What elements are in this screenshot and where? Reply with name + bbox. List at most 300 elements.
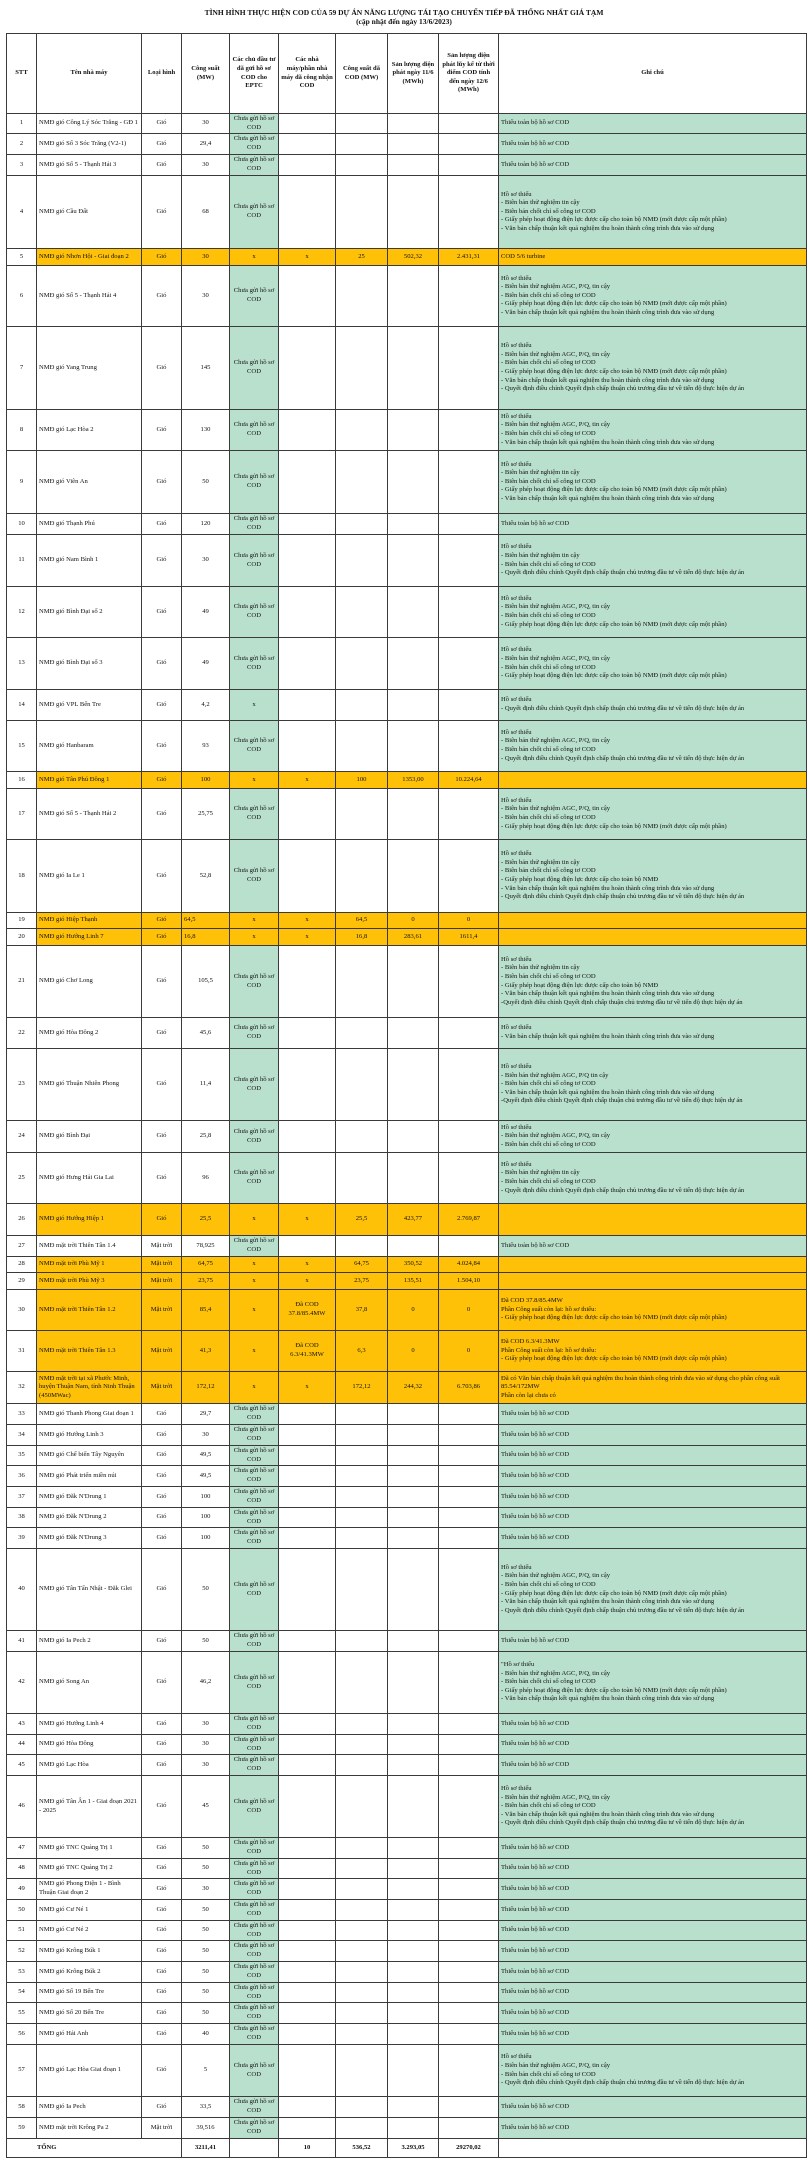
cell-plant-name: NMĐ gió Hưng Hải Gia Lai bbox=[37, 1153, 142, 1204]
cell-plant-name: NMĐ gió Thanh Phong Giai đoạn 1 bbox=[37, 1404, 142, 1425]
cell-stt: 43 bbox=[7, 1714, 37, 1735]
table-row bbox=[7, 155, 807, 176]
cell-eptc-submitted: x bbox=[230, 1331, 279, 1372]
table-row bbox=[7, 1859, 807, 1879]
cell-daily-generation: 135,51 bbox=[388, 1273, 439, 1290]
cell-cod-recognized bbox=[279, 2003, 336, 2024]
cell-eptc-submitted: Chưa gửi hồ sơ COD bbox=[230, 840, 279, 913]
cell-daily-generation bbox=[388, 1049, 439, 1121]
total-eptc bbox=[230, 2139, 279, 2158]
cell-plant-name: NMĐ gió Hướng Linh 4 bbox=[37, 1714, 142, 1735]
col-header-notes: Ghi chú bbox=[499, 34, 807, 114]
cell-type: Gió bbox=[142, 1983, 182, 2003]
cell-capacity: 96 bbox=[182, 1153, 230, 1204]
cell-plant-name: NMĐ gió Đăk N'Drung 3 bbox=[37, 1528, 142, 1549]
cell-stt: 25 bbox=[7, 1153, 37, 1204]
cell-eptc-submitted: Chưa gửi hồ sơ COD bbox=[230, 1018, 279, 1049]
cell-note: Hồ sơ thiếu - Biên bản thử nghiệm tin cậy - Biên bản chốt chỉ số công tơ COD - Giấy phép hoạt động điện lực được cấp cho toàn bộ NMĐ - Văn bản chấp thuận kết quả nghiệm thu hoàn thành công trình đưa vào sử dụng - Quyết định điều chỉnh Quyết định chấp thuận chủ trương đầu tư về tiến độ thực hiện dự án bbox=[499, 840, 807, 913]
cell-cumulative-generation bbox=[439, 1487, 499, 1508]
cell-cod-recognized: x bbox=[279, 249, 336, 266]
cell-cod-capacity bbox=[336, 1941, 388, 1962]
cell-plant-name: NMĐ gió Chế biến Tây Nguyên bbox=[37, 1446, 142, 1466]
cell-type: Gió bbox=[142, 1446, 182, 1466]
cell-daily-generation bbox=[388, 451, 439, 514]
cell-cumulative-generation bbox=[439, 2097, 499, 2118]
total-row bbox=[7, 2139, 807, 2158]
cell-note: Thiếu toàn bộ hồ sơ COD bbox=[499, 1404, 807, 1425]
cell-stt: 8 bbox=[7, 410, 37, 451]
cell-cod-recognized: x bbox=[279, 1273, 336, 1290]
cell-cod-recognized bbox=[279, 638, 336, 690]
cell-cod-recognized bbox=[279, 1466, 336, 1487]
total-daily-generation: 3.293,05 bbox=[388, 2139, 439, 2158]
cell-type: Gió bbox=[142, 1652, 182, 1714]
cell-daily-generation bbox=[388, 1528, 439, 1549]
cell-eptc-submitted: Chưa gửi hồ sơ COD bbox=[230, 1755, 279, 1776]
cell-cumulative-generation bbox=[439, 1018, 499, 1049]
cell-cod-recognized bbox=[279, 1921, 336, 1941]
table-row bbox=[7, 2045, 807, 2097]
cell-cod-recognized bbox=[279, 1735, 336, 1755]
col-header-daily-generation: Sản lượng điện phát ngày 11/6 (MWh) bbox=[388, 34, 439, 114]
cell-cumulative-generation bbox=[439, 1466, 499, 1487]
cell-cod-recognized bbox=[279, 840, 336, 913]
cell-plant-name: NMĐ gió Đăk N'Drung 1 bbox=[37, 1487, 142, 1508]
cell-cumulative-generation bbox=[439, 789, 499, 840]
cell-type: Gió bbox=[142, 1714, 182, 1735]
cell-type: Gió bbox=[142, 840, 182, 913]
cell-plant-name: NMĐ mặt trời Phù Mỹ 3 bbox=[37, 1273, 142, 1290]
table-row bbox=[7, 514, 807, 535]
cell-stt: 53 bbox=[7, 1962, 37, 1983]
cell-plant-name: NMĐ gió Lạc Hòa Giai đoạn 1 bbox=[37, 2045, 142, 2097]
cell-cumulative-generation bbox=[439, 535, 499, 587]
table-row bbox=[7, 1714, 807, 1735]
cell-type: Mặt trời bbox=[142, 1290, 182, 1331]
cell-stt: 14 bbox=[7, 690, 37, 721]
cell-cod-capacity bbox=[336, 2045, 388, 2097]
table-row bbox=[7, 1121, 807, 1153]
cell-eptc-submitted: Chưa gửi hồ sơ COD bbox=[230, 114, 279, 134]
cell-cumulative-generation: 6.703,86 bbox=[439, 1372, 499, 1404]
cell-capacity: 45 bbox=[182, 1776, 230, 1838]
cell-plant-name: NMĐ mặt trời tại xã Phước Minh, huyện Thuận Nam, tỉnh Ninh Thuận (450MWac) bbox=[37, 1372, 142, 1404]
cell-plant-name: NMĐ gió Song An bbox=[37, 1652, 142, 1714]
table-row bbox=[7, 1404, 807, 1425]
cell-stt: 44 bbox=[7, 1735, 37, 1755]
cell-daily-generation: 350,52 bbox=[388, 1257, 439, 1273]
cell-plant-name: NMĐ gió Hướng Linh 3 bbox=[37, 1425, 142, 1446]
table-row bbox=[7, 114, 807, 134]
cell-cumulative-generation bbox=[439, 1735, 499, 1755]
cell-eptc-submitted: Chưa gửi hồ sơ COD bbox=[230, 638, 279, 690]
cell-cumulative-generation bbox=[439, 514, 499, 535]
cell-daily-generation bbox=[388, 1466, 439, 1487]
cell-cod-recognized bbox=[279, 1425, 336, 1446]
cell-capacity: 120 bbox=[182, 514, 230, 535]
cell-cumulative-generation: 2.769,87 bbox=[439, 1204, 499, 1236]
cell-stt: 19 bbox=[7, 913, 37, 929]
cell-cumulative-generation bbox=[439, 1049, 499, 1121]
cell-stt: 39 bbox=[7, 1528, 37, 1549]
col-header-type: Loại hình bbox=[142, 34, 182, 114]
cell-type: Mặt trời bbox=[142, 1273, 182, 1290]
cell-capacity: 30 bbox=[182, 155, 230, 176]
cell-cumulative-generation bbox=[439, 1714, 499, 1735]
cell-cod-recognized bbox=[279, 1153, 336, 1204]
cell-type: Gió bbox=[142, 1528, 182, 1549]
cell-daily-generation bbox=[388, 1838, 439, 1859]
cell-cod-capacity: 16,8 bbox=[336, 929, 388, 946]
cell-cod-capacity bbox=[336, 789, 388, 840]
cell-note: Hồ sơ thiếu - Biên bản thử nghiệm AGC, P/Q, tin cậy - Biên bản chốt chỉ số công tơ COD - Văn bản chấp thuận kết quả nghiệm thu hoàn thành công trình đưa vào sử dụng bbox=[499, 410, 807, 451]
cell-cumulative-generation bbox=[439, 1879, 499, 1900]
cell-cumulative-generation bbox=[439, 1153, 499, 1204]
cell-capacity: 78,925 bbox=[182, 1236, 230, 1257]
cell-stt: 42 bbox=[7, 1652, 37, 1714]
cell-stt: 17 bbox=[7, 789, 37, 840]
cell-type: Gió bbox=[142, 789, 182, 840]
cell-cod-capacity bbox=[336, 114, 388, 134]
cell-type: Gió bbox=[142, 176, 182, 249]
cell-plant-name: NMĐ gió Bình Đại số 2 bbox=[37, 587, 142, 638]
cell-eptc-submitted: Chưa gửi hồ sơ COD bbox=[230, 1487, 279, 1508]
cell-daily-generation bbox=[388, 2003, 439, 2024]
cell-cod-capacity bbox=[336, 451, 388, 514]
cell-stt: 51 bbox=[7, 1921, 37, 1941]
cell-stt: 18 bbox=[7, 840, 37, 913]
total-note bbox=[499, 2139, 807, 2158]
total-cod-count: 10 bbox=[279, 2139, 336, 2158]
cell-note: Hồ sơ thiếu - Biên bản thử nghiệm AGC, P/Q, tin cậy - Biên bản chốt chỉ số công tơ COD - Quyết định điều chỉnh Quyết định chấp thuận chủ trương đầu tư về tiến độ thực hiện dự án bbox=[499, 721, 807, 772]
cell-type: Gió bbox=[142, 1487, 182, 1508]
cell-cumulative-generation bbox=[439, 1900, 499, 1921]
cell-capacity: 30 bbox=[182, 1879, 230, 1900]
cell-cod-recognized bbox=[279, 1962, 336, 1983]
cell-capacity: 50 bbox=[182, 2003, 230, 2024]
cell-plant-name: NMĐ gió VPL Bến Tre bbox=[37, 690, 142, 721]
cell-type: Gió bbox=[142, 690, 182, 721]
cell-cod-capacity: 37,8 bbox=[336, 1290, 388, 1331]
cell-cod-recognized bbox=[279, 1900, 336, 1921]
cell-eptc-submitted: Chưa gửi hồ sơ COD bbox=[230, 266, 279, 327]
cell-cod-capacity bbox=[336, 1838, 388, 1859]
cell-cod-capacity bbox=[336, 1049, 388, 1121]
cell-cumulative-generation bbox=[439, 1962, 499, 1983]
cell-eptc-submitted: Chưa gửi hồ sơ COD bbox=[230, 1425, 279, 1446]
cell-stt: 50 bbox=[7, 1900, 37, 1921]
cell-cod-capacity bbox=[336, 2118, 388, 2139]
cell-eptc-submitted: Chưa gửi hồ sơ COD bbox=[230, 946, 279, 1018]
table-row bbox=[7, 2024, 807, 2045]
cell-type: Gió bbox=[142, 1962, 182, 1983]
cell-type: Gió bbox=[142, 327, 182, 410]
cell-eptc-submitted: Chưa gửi hồ sơ COD bbox=[230, 1466, 279, 1487]
cell-note: Thiếu toàn bộ hồ sơ COD bbox=[499, 1859, 807, 1879]
cell-eptc-submitted: Chưa gửi hồ sơ COD bbox=[230, 134, 279, 155]
cell-cod-recognized: x bbox=[279, 1204, 336, 1236]
table-row bbox=[7, 913, 807, 929]
table-row bbox=[7, 772, 807, 789]
cell-cod-recognized bbox=[279, 1236, 336, 1257]
cell-stt: 59 bbox=[7, 2118, 37, 2139]
cell-capacity: 130 bbox=[182, 410, 230, 451]
table-row bbox=[7, 1652, 807, 1714]
cell-eptc-submitted: Chưa gửi hồ sơ COD bbox=[230, 2118, 279, 2139]
cell-eptc-submitted: Chưa gửi hồ sơ COD bbox=[230, 587, 279, 638]
cell-daily-generation bbox=[388, 690, 439, 721]
cell-stt: 21 bbox=[7, 946, 37, 1018]
cell-stt: 9 bbox=[7, 451, 37, 514]
cell-stt: 6 bbox=[7, 266, 37, 327]
cell-cumulative-generation bbox=[439, 587, 499, 638]
cell-cod-capacity bbox=[336, 1153, 388, 1204]
cell-type: Gió bbox=[142, 2097, 182, 2118]
cell-plant-name: NMĐ gió Hòa Đông 2 bbox=[37, 1018, 142, 1049]
cell-note: Thiếu toàn bộ hồ sơ COD bbox=[499, 1446, 807, 1466]
cell-cod-capacity bbox=[336, 535, 388, 587]
header-row bbox=[7, 34, 807, 114]
cell-type: Gió bbox=[142, 929, 182, 946]
cell-daily-generation bbox=[388, 114, 439, 134]
cell-cumulative-generation: 1611,4 bbox=[439, 929, 499, 946]
cell-type: Gió bbox=[142, 946, 182, 1018]
table-row bbox=[7, 327, 807, 410]
cell-type: Gió bbox=[142, 1900, 182, 1921]
cell-daily-generation bbox=[388, 721, 439, 772]
cell-cumulative-generation bbox=[439, 840, 499, 913]
cell-capacity: 25,5 bbox=[182, 1204, 230, 1236]
cell-plant-name: NMĐ gió Số 5 - Thạnh Hải 4 bbox=[37, 266, 142, 327]
cell-cod-recognized bbox=[279, 1528, 336, 1549]
cell-cumulative-generation bbox=[439, 1549, 499, 1631]
cell-note bbox=[499, 1273, 807, 1290]
cell-daily-generation bbox=[388, 1755, 439, 1776]
cell-cod-recognized bbox=[279, 2097, 336, 2118]
report-title: TÌNH HÌNH THỰC HIỆN COD CỦA 59 DỰ ÁN NĂNG LƯỢNG TÁI TẠO CHUYỂN TIẾP ĐÃ THỐNG NHẤT GIÁ TẠM bbox=[204, 8, 604, 17]
cell-type: Gió bbox=[142, 772, 182, 789]
cell-cumulative-generation bbox=[439, 1941, 499, 1962]
cell-cumulative-generation: 4.024,84 bbox=[439, 1257, 499, 1273]
cell-type: Gió bbox=[142, 2024, 182, 2045]
cell-plant-name: NMĐ gió Yang Trung bbox=[37, 327, 142, 410]
table-row bbox=[7, 1236, 807, 1257]
cell-daily-generation bbox=[388, 176, 439, 249]
cell-note: "Hồ sơ thiếu - Biên bản thử nghiệm AGC, P/Q, tin cậy - Biên bản chốt chỉ số công tơ COD - Giấy phép hoạt động điện lực được cấp cho toàn bộ NMĐ (mới được cấp một phần) - Văn bản chấp thuận kết quả nghiệm thu hoàn thành công trình đưa vào sử dụng bbox=[499, 1652, 807, 1714]
cell-note: Hồ sơ thiếu - Quyết định điều chỉnh Quyết định chấp thuận chủ trương đầu tư về tiến độ thực hiện dự án bbox=[499, 690, 807, 721]
cell-cod-recognized bbox=[279, 266, 336, 327]
cell-note: Hồ sơ thiếu - Biên bản thử nghiệm AGC, P/Q, tin cậy - Biên bản chốt chỉ số công tơ COD - Văn bản chấp thuận kết quả nghiệm thu hoàn thành công trình đưa vào sử dụng - Quyết định điều chỉnh Quyết định chấp thuận chủ trương đầu tư về tiến độ thực hiện dự án bbox=[499, 1776, 807, 1838]
cell-cod-recognized bbox=[279, 535, 336, 587]
cell-cod-recognized bbox=[279, 2024, 336, 2045]
cell-daily-generation bbox=[388, 2045, 439, 2097]
cell-type: Gió bbox=[142, 514, 182, 535]
cell-stt: 20 bbox=[7, 929, 37, 946]
cell-cod-capacity bbox=[336, 1466, 388, 1487]
cell-stt: 16 bbox=[7, 772, 37, 789]
cell-stt: 49 bbox=[7, 1879, 37, 1900]
cell-cod-capacity bbox=[336, 1446, 388, 1466]
cell-plant-name: NMĐ gió Cư Né 2 bbox=[37, 1921, 142, 1941]
table-row bbox=[7, 176, 807, 249]
cell-plant-name: NMĐ gió Nam Bình 1 bbox=[37, 535, 142, 587]
cell-capacity: 25,8 bbox=[182, 1121, 230, 1153]
cell-type: Gió bbox=[142, 638, 182, 690]
cell-capacity: 33,5 bbox=[182, 2097, 230, 2118]
cell-note: Thiếu toàn bộ hồ sơ COD bbox=[499, 1714, 807, 1735]
cod-status-table-container bbox=[6, 33, 807, 2158]
table-row bbox=[7, 1735, 807, 1755]
cell-cod-capacity bbox=[336, 1425, 388, 1446]
cell-cod-recognized bbox=[279, 1404, 336, 1425]
cell-eptc-submitted: Chưa gửi hồ sơ COD bbox=[230, 1631, 279, 1652]
cell-eptc-submitted: x bbox=[230, 1290, 279, 1331]
cell-cod-recognized: x bbox=[279, 1372, 336, 1404]
cell-plant-name: NMĐ gió Hướng Hiệp 1 bbox=[37, 1204, 142, 1236]
table-row bbox=[7, 134, 807, 155]
cell-cumulative-generation bbox=[439, 2024, 499, 2045]
cell-capacity: 29,7 bbox=[182, 1404, 230, 1425]
cell-capacity: 50 bbox=[182, 1859, 230, 1879]
cell-note: Thiếu toàn bộ hồ sơ COD bbox=[499, 1425, 807, 1446]
cell-stt: 52 bbox=[7, 1941, 37, 1962]
table-row bbox=[7, 1508, 807, 1528]
cell-type: Gió bbox=[142, 1549, 182, 1631]
cell-type: Gió bbox=[142, 1508, 182, 1528]
cell-stt: 37 bbox=[7, 1487, 37, 1508]
cell-cod-capacity bbox=[336, 1859, 388, 1879]
cell-cod-recognized bbox=[279, 1776, 336, 1838]
cell-type: Gió bbox=[142, 249, 182, 266]
cell-cod-recognized bbox=[279, 1549, 336, 1631]
col-header-cod-recognized: Các nhà máy/phần nhà máy đã công nhận COD bbox=[279, 34, 336, 114]
cell-eptc-submitted: Chưa gửi hồ sơ COD bbox=[230, 327, 279, 410]
cell-type: Gió bbox=[142, 1776, 182, 1838]
table-row bbox=[7, 1487, 807, 1508]
cell-plant-name: NMĐ gió Viên An bbox=[37, 451, 142, 514]
cell-note: Thiếu toàn bộ hồ sơ COD bbox=[499, 1921, 807, 1941]
cell-capacity: 30 bbox=[182, 266, 230, 327]
cell-stt: 13 bbox=[7, 638, 37, 690]
cell-note: Thiếu toàn bộ hồ sơ COD bbox=[499, 114, 807, 134]
table-row bbox=[7, 721, 807, 772]
cell-eptc-submitted: x bbox=[230, 1257, 279, 1273]
cell-plant-name: NMĐ gió Krông Búk 1 bbox=[37, 1941, 142, 1962]
cell-note: Hồ sơ thiếu - Biên bản thử nghiệm tin cậy - Biên bản chốt chỉ số công tơ COD - Giấy phép hoạt động điện lực được cấp cho toàn bộ NMĐ (mới được cấp một phần) - Văn bản chấp thuận kết quả nghiệm thu hoàn thành công trình đưa vào sử dụng bbox=[499, 451, 807, 514]
cell-type: Gió bbox=[142, 1735, 182, 1755]
cell-plant-name: NMĐ mặt trời Thiên Tân 1.2 bbox=[37, 1290, 142, 1331]
cell-eptc-submitted: Chưa gửi hồ sơ COD bbox=[230, 535, 279, 587]
cell-plant-name: NMĐ mặt trời Thiên Tân 1.4 bbox=[37, 1236, 142, 1257]
cell-note bbox=[499, 913, 807, 929]
cell-capacity: 30 bbox=[182, 1714, 230, 1735]
cell-type: Gió bbox=[142, 2045, 182, 2097]
cell-capacity: 85,4 bbox=[182, 1290, 230, 1331]
cell-cod-recognized bbox=[279, 1018, 336, 1049]
cell-cod-recognized bbox=[279, 410, 336, 451]
cell-note: Hồ sơ thiếu - Biên bản thử nghiệm AGC, P/Q, tin cậy - Biên bản chốt chỉ số công tơ COD - Giấy phép hoạt động điện lực được cấp cho toàn bộ NMĐ (mới được cấp một phần) - Văn bản chấp thuận kết quả nghiệm thu hoàn thành công trình đưa vào sử dụng bbox=[499, 266, 807, 327]
cell-eptc-submitted: Chưa gửi hồ sơ COD bbox=[230, 1236, 279, 1257]
table-row bbox=[7, 1983, 807, 2003]
cell-type: Mặt trời bbox=[142, 2118, 182, 2139]
cell-cod-capacity bbox=[336, 1714, 388, 1735]
cell-daily-generation bbox=[388, 1859, 439, 1879]
cell-daily-generation bbox=[388, 1962, 439, 1983]
cell-note: Thiếu toàn bộ hồ sơ COD bbox=[499, 2024, 807, 2045]
cell-cod-capacity bbox=[336, 2003, 388, 2024]
cell-cod-recognized bbox=[279, 587, 336, 638]
cell-type: Gió bbox=[142, 1153, 182, 1204]
cell-cod-recognized bbox=[279, 176, 336, 249]
cell-cod-recognized bbox=[279, 1879, 336, 1900]
cell-capacity: 50 bbox=[182, 1921, 230, 1941]
cell-daily-generation bbox=[388, 1983, 439, 2003]
cell-cod-capacity bbox=[336, 1018, 388, 1049]
cell-capacity: 50 bbox=[182, 1983, 230, 2003]
cell-capacity: 100 bbox=[182, 772, 230, 789]
cell-cumulative-generation bbox=[439, 1755, 499, 1776]
col-header-cod-capacity: Công suất đã COD (MW) bbox=[336, 34, 388, 114]
cell-cod-recognized: x bbox=[279, 929, 336, 946]
cell-cod-capacity bbox=[336, 1879, 388, 1900]
cell-type: Gió bbox=[142, 1879, 182, 1900]
cell-note: Hồ sơ thiếu - Biên bản thử nghiệm tin cậy - Biên bản chốt chỉ số công tơ COD - Giấy phép hoạt động điện lực được cấp cho toàn bộ NMĐ - Văn bản chấp thuận kết quả nghiệm thu hoàn thành công trình đưa vào sử dụng -Quyết định điều chỉnh Quyết định chấp thuận chủ trương đầu tư về tiến độ thực hiện dự án bbox=[499, 946, 807, 1018]
cell-cod-recognized bbox=[279, 946, 336, 1018]
cell-cumulative-generation bbox=[439, 2003, 499, 2024]
report-title-block bbox=[0, 8, 808, 26]
cell-cod-recognized bbox=[279, 789, 336, 840]
cell-daily-generation bbox=[388, 1631, 439, 1652]
cell-type: Mặt trời bbox=[142, 1372, 182, 1404]
table-row bbox=[7, 1372, 807, 1404]
cell-cumulative-generation bbox=[439, 327, 499, 410]
cell-capacity: 93 bbox=[182, 721, 230, 772]
cell-cod-capacity: 23,75 bbox=[336, 1273, 388, 1290]
cell-daily-generation: 1353,00 bbox=[388, 772, 439, 789]
cell-eptc-submitted: Chưa gửi hồ sơ COD bbox=[230, 1983, 279, 2003]
cell-note: Thiếu toàn bộ hồ sơ COD bbox=[499, 1900, 807, 1921]
cell-plant-name: NMĐ mặt trời Thiên Tân 1.3 bbox=[37, 1331, 142, 1372]
cell-plant-name: NMĐ gió Số 3 Sóc Trăng (V2-1) bbox=[37, 134, 142, 155]
cell-cod-capacity bbox=[336, 1755, 388, 1776]
cell-cumulative-generation: 10.224,64 bbox=[439, 772, 499, 789]
cell-daily-generation: 502,32 bbox=[388, 249, 439, 266]
table-row bbox=[7, 1921, 807, 1941]
table-row bbox=[7, 2097, 807, 2118]
cell-plant-name: NMĐ gió Ia Le 1 bbox=[37, 840, 142, 913]
cell-capacity: 64,75 bbox=[182, 1257, 230, 1273]
cell-note: Đã COD 6.3/41.3MW Phần Công suất còn lại: hồ sơ thiếu: - Giấy phép hoạt động điện lực được cấp cho toàn bộ NMĐ (mới được cấp một phần) bbox=[499, 1331, 807, 1372]
cell-plant-name: NMĐ gió Tân Phú Đông 1 bbox=[37, 772, 142, 789]
cell-note: Thiếu toàn bộ hồ sơ COD bbox=[499, 1962, 807, 1983]
cell-capacity: 39,516 bbox=[182, 2118, 230, 2139]
cell-plant-name: NMĐ gió Phát triển miền núi bbox=[37, 1466, 142, 1487]
cell-note: Hồ sơ thiếu - Biên bản thử nghiệm AGC, P/Q, tin cậy - Biên bản chốt chỉ số công tơ COD - Giấy phép hoạt động điện lực được cấp cho toàn bộ NMĐ (mới được cấp một phần) bbox=[499, 638, 807, 690]
cell-cumulative-generation: 0 bbox=[439, 913, 499, 929]
cell-plant-name: NMĐ mặt trời Krông Pa 2 bbox=[37, 2118, 142, 2139]
cell-stt: 48 bbox=[7, 1859, 37, 1879]
cell-capacity: 50 bbox=[182, 451, 230, 514]
cell-eptc-submitted: Chưa gửi hồ sơ COD bbox=[230, 1404, 279, 1425]
cell-note: Hồ sơ thiếu - Biên bản thử nghiệm AGC, P/Q tin cậy - Biên bản chốt chỉ số công tơ COD - Văn bản chấp thuận kết quả nghiệm thu hoàn thành công trình đưa vào sử dụng -Quyết định điều chỉnh Quyết định chấp thuận chủ trương đầu tư về tiến độ thực hiện dự án bbox=[499, 1049, 807, 1121]
cell-stt: 26 bbox=[7, 1204, 37, 1236]
cell-cod-capacity: 64,5 bbox=[336, 913, 388, 929]
cell-plant-name: NMĐ gió Số 20 Bến Tre bbox=[37, 2003, 142, 2024]
cell-capacity: 105,5 bbox=[182, 946, 230, 1018]
cell-plant-name: NMĐ gió Hướng Linh 7 bbox=[37, 929, 142, 946]
cell-note: Thiếu toàn bộ hồ sơ COD bbox=[499, 1631, 807, 1652]
cell-daily-generation bbox=[388, 946, 439, 1018]
